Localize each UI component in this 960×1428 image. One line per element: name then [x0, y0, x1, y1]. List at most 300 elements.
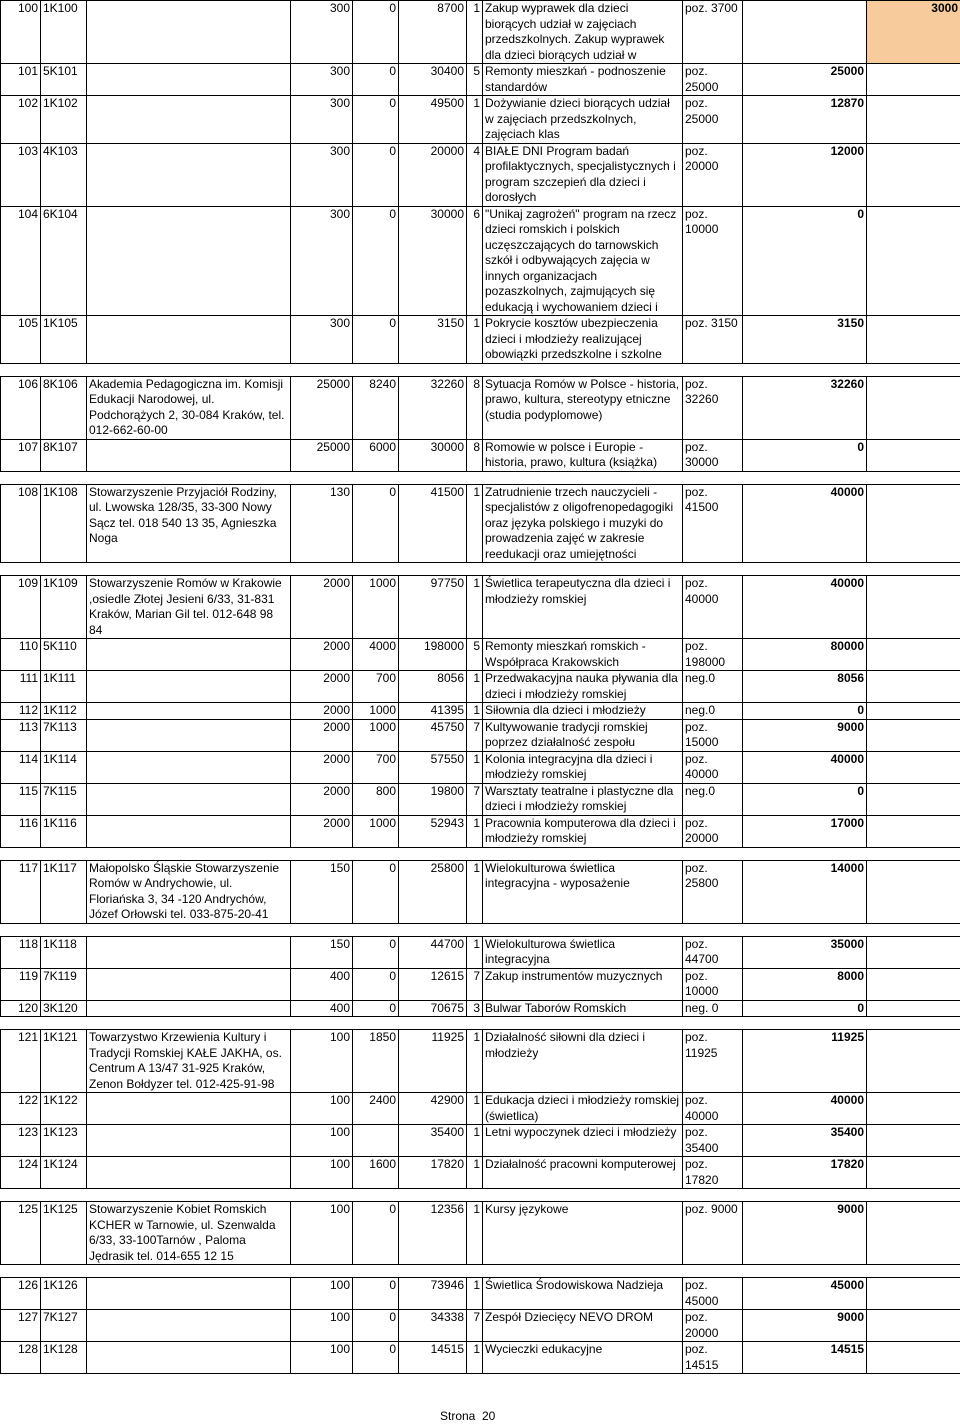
- budget-code: 1K100: [41, 1, 87, 64]
- organization: [87, 639, 291, 671]
- category: 1: [467, 484, 483, 563]
- amount-b: 0: [353, 968, 399, 1000]
- table-row: [1, 96, 960, 144]
- organization: [87, 719, 291, 751]
- section-gap: [1, 563, 960, 576]
- row-number: 120: [1, 1000, 41, 1017]
- amount-b: 1850: [353, 1030, 399, 1093]
- table-row: [1, 968, 960, 1000]
- table-row: [1, 671, 960, 703]
- organization: [87, 1342, 291, 1374]
- opinion: poz. 25000: [683, 96, 743, 144]
- opinion: neg.0: [683, 783, 743, 815]
- opinion: poz. 32260: [683, 376, 743, 439]
- amount-a: 100: [291, 1030, 353, 1093]
- task-description: "Unikaj zagrożeń" program na rzecz dzieci romskich i polskich uczęszczających do tarnowskich szkół i odbywających zajęcia w innych organizacjach pozaszkolnych, zajmujących się edukacją i wychowaniem dzieci i: [483, 206, 683, 316]
- amount-total: 57550: [399, 751, 467, 783]
- organization: [87, 143, 291, 206]
- budget-code: 4K103: [41, 143, 87, 206]
- opinion: poz. 15000: [683, 719, 743, 751]
- amount-a: 2000: [291, 751, 353, 783]
- amount-total: 49500: [399, 96, 467, 144]
- table-row: [1, 1310, 960, 1342]
- extra-cell: [867, 1342, 960, 1374]
- amount-a: 300: [291, 1, 353, 64]
- organization: [87, 1000, 291, 1017]
- amount-a: 300: [291, 143, 353, 206]
- amount-a: 100: [291, 1157, 353, 1189]
- amount-total: 19800: [399, 783, 467, 815]
- category: 7: [467, 719, 483, 751]
- granted-amount: 14000: [743, 860, 867, 923]
- amount-total: 30400: [399, 64, 467, 96]
- amount-b: 0: [353, 1, 399, 64]
- task-description: Edukacja dzieci i młodzieży romskiej (świetlica): [483, 1093, 683, 1125]
- amount-b: 1600: [353, 1157, 399, 1189]
- extra-cell: [867, 439, 960, 471]
- opinion: poz. 10000: [683, 206, 743, 316]
- extra-cell: [867, 143, 960, 206]
- extra-cell: [867, 860, 960, 923]
- row-number: 118: [1, 936, 41, 968]
- opinion: poz. 40000: [683, 751, 743, 783]
- amount-a: 300: [291, 316, 353, 364]
- granted-amount: 45000: [743, 1278, 867, 1310]
- opinion: poz. 17820: [683, 1157, 743, 1189]
- budget-code: 1K126: [41, 1278, 87, 1310]
- amount-total: 41500: [399, 484, 467, 563]
- budget-code: 1K102: [41, 96, 87, 144]
- organization: [87, 1, 291, 64]
- row-number: 104: [1, 206, 41, 316]
- organization: [87, 1093, 291, 1125]
- task-description: Zakup instrumentów muzycznych: [483, 968, 683, 1000]
- category: 1: [467, 316, 483, 364]
- table-row: [1, 1157, 960, 1189]
- row-number: 128: [1, 1342, 41, 1374]
- task-description: Remonty mieszkań romskich - Współpraca Krakowskich: [483, 639, 683, 671]
- amount-a: 130: [291, 484, 353, 563]
- category: 8: [467, 439, 483, 471]
- amount-a: 2000: [291, 783, 353, 815]
- amount-total: 70675: [399, 1000, 467, 1017]
- budget-code: 7K119: [41, 968, 87, 1000]
- organization: [87, 96, 291, 144]
- row-number: 110: [1, 639, 41, 671]
- amount-b: 0: [353, 484, 399, 563]
- row-number: 117: [1, 860, 41, 923]
- amount-b: 0: [353, 1342, 399, 1374]
- opinion: poz. 198000: [683, 639, 743, 671]
- row-number: 116: [1, 815, 41, 847]
- extra-cell: [867, 783, 960, 815]
- category: 1: [467, 1030, 483, 1093]
- opinion: poz. 20000: [683, 815, 743, 847]
- row-number: 115: [1, 783, 41, 815]
- row-number: 126: [1, 1278, 41, 1310]
- row-number: 119: [1, 968, 41, 1000]
- budget-code: 1K116: [41, 815, 87, 847]
- opinion: poz. 20000: [683, 1310, 743, 1342]
- row-number: 100: [1, 1, 41, 64]
- row-number: 105: [1, 316, 41, 364]
- category: 1: [467, 1202, 483, 1265]
- task-description: Kursy językowe: [483, 1202, 683, 1265]
- category: 8: [467, 376, 483, 439]
- task-description: Wielokulturowa świetlica integracyjna: [483, 936, 683, 968]
- amount-b: 0: [353, 936, 399, 968]
- granted-amount: 40000: [743, 576, 867, 639]
- row-number: 121: [1, 1030, 41, 1093]
- granted-amount: 25000: [743, 64, 867, 96]
- amount-b: 700: [353, 751, 399, 783]
- granted-amount: 9000: [743, 1310, 867, 1342]
- category: 1: [467, 936, 483, 968]
- task-description: BIAŁE DNI Program badań profilaktycznych, specjalistycznych i program szczepień dla dzieci i dorosłych: [483, 143, 683, 206]
- opinion: poz. 35400: [683, 1125, 743, 1157]
- table-row: [1, 936, 960, 968]
- table-row: [1, 703, 960, 720]
- budget-code: 1K125: [41, 1202, 87, 1265]
- amount-b: 0: [353, 1310, 399, 1342]
- amount-b: 0: [353, 143, 399, 206]
- granted-amount: 9000: [743, 719, 867, 751]
- task-description: Kultywowanie tradycji romskiej poprzez działalność zespołu: [483, 719, 683, 751]
- amount-total: 11925: [399, 1030, 467, 1093]
- budget-code: 1K121: [41, 1030, 87, 1093]
- organization: [87, 703, 291, 720]
- amount-b: 700: [353, 671, 399, 703]
- granted-amount: 8000: [743, 968, 867, 1000]
- table-row: [1, 1202, 960, 1265]
- granted-amount: 0: [743, 783, 867, 815]
- amount-total: 12615: [399, 968, 467, 1000]
- amount-total: 3150: [399, 316, 467, 364]
- extra-cell: [867, 1030, 960, 1093]
- organization: Stowarzyszenie Przyjaciół Rodziny, ul. Lwowska 128/35, 33-300 Nowy Sącz tel. 018 540 13 35, Agnieszka Noga: [87, 484, 291, 563]
- category: 1: [467, 1125, 483, 1157]
- category: 7: [467, 968, 483, 1000]
- page-label: Strona: [440, 1409, 476, 1423]
- amount-total: 44700: [399, 936, 467, 968]
- opinion: poz. 30000: [683, 439, 743, 471]
- organization: [87, 439, 291, 471]
- amount-total: 30000: [399, 206, 467, 316]
- category: 1: [467, 1, 483, 64]
- section-gap: [1, 363, 960, 376]
- amount-a: 400: [291, 968, 353, 1000]
- table-row: [1, 1342, 960, 1374]
- amount-a: 300: [291, 64, 353, 96]
- table-row: [1, 719, 960, 751]
- extra-cell: [867, 719, 960, 751]
- extra-cell: [867, 96, 960, 144]
- granted-amount: 40000: [743, 484, 867, 563]
- budget-code: 1K105: [41, 316, 87, 364]
- budget-code: 1K117: [41, 860, 87, 923]
- category: 5: [467, 639, 483, 671]
- row-number: 111: [1, 671, 41, 703]
- amount-b: 0: [353, 1202, 399, 1265]
- amount-a: 25000: [291, 376, 353, 439]
- granted-amount: [743, 1, 867, 64]
- section-gap: [1, 1017, 960, 1030]
- amount-a: 2000: [291, 719, 353, 751]
- organization: Stowarzyszenie Romów w Krakowie ,osiedle Złotej Jesieni 6/33, 31-831 Kraków, Marian Gil tel. 012-648 98 84: [87, 576, 291, 639]
- amount-total: 30000: [399, 439, 467, 471]
- row-number: 122: [1, 1093, 41, 1125]
- opinion: poz. 44700: [683, 936, 743, 968]
- organization: [87, 1157, 291, 1189]
- amount-a: 150: [291, 936, 353, 968]
- opinion: poz. 10000: [683, 968, 743, 1000]
- amount-a: 2000: [291, 703, 353, 720]
- amount-b: 8240: [353, 376, 399, 439]
- row-number: 127: [1, 1310, 41, 1342]
- task-description: Sytuacja Romów w Polsce - historia, prawo, kultura, stereotypy etniczne (studia podyplomowe): [483, 376, 683, 439]
- category: 1: [467, 671, 483, 703]
- opinion: poz. 40000: [683, 1093, 743, 1125]
- opinion: poz. 14515: [683, 1342, 743, 1374]
- task-description: Siłownia dla dzieci i młodzieży: [483, 703, 683, 720]
- table-row: [1, 439, 960, 471]
- amount-b: 0: [353, 64, 399, 96]
- row-number: 123: [1, 1125, 41, 1157]
- row-number: 114: [1, 751, 41, 783]
- amount-total: 52943: [399, 815, 467, 847]
- budget-code: 1K118: [41, 936, 87, 968]
- granted-amount: 12000: [743, 143, 867, 206]
- extra-cell: [867, 576, 960, 639]
- extra-cell: [867, 639, 960, 671]
- organization: [87, 783, 291, 815]
- opinion: neg. 0: [683, 1000, 743, 1017]
- category: 1: [467, 860, 483, 923]
- amount-b: 4000: [353, 639, 399, 671]
- amount-total: 14515: [399, 1342, 467, 1374]
- extra-cell: [867, 1093, 960, 1125]
- organization: [87, 815, 291, 847]
- organization: Akademia Pedagogiczna im. Komisji Edukacji Narodowej, ul. Podchorążych 2, 30-084 Kraków, tel. 012-662-60-00: [87, 376, 291, 439]
- amount-b: 0: [353, 206, 399, 316]
- granted-amount: 40000: [743, 751, 867, 783]
- task-description: Zakup wyprawek dla dzieci biorących udział w zajęciach przedszkolnych. Zakup wyprawek dla dzieci biorących udział w: [483, 1, 683, 64]
- amount-b: 1000: [353, 815, 399, 847]
- granted-amount: 0: [743, 1000, 867, 1017]
- table-row: [1, 316, 960, 364]
- organization: [87, 1278, 291, 1310]
- page-footer: [0, 1409, 960, 1427]
- category: 7: [467, 783, 483, 815]
- amount-total: 35400: [399, 1125, 467, 1157]
- task-description: Bulwar Taborów Romskich: [483, 1000, 683, 1017]
- task-description: Działalność siłowni dla dzieci i młodzieży: [483, 1030, 683, 1093]
- task-description: Letni wypoczynek dzieci i młodzieży: [483, 1125, 683, 1157]
- table-row: [1, 1093, 960, 1125]
- amount-a: 100: [291, 1202, 353, 1265]
- opinion: poz. 40000: [683, 576, 743, 639]
- organization: [87, 968, 291, 1000]
- amount-b: [353, 1125, 399, 1157]
- organization: [87, 751, 291, 783]
- amount-total: 17820: [399, 1157, 467, 1189]
- budget-code: 7K127: [41, 1310, 87, 1342]
- extra-cell: [867, 206, 960, 316]
- budget-code: 6K104: [41, 206, 87, 316]
- granted-amount: 35400: [743, 1125, 867, 1157]
- organization: [87, 1310, 291, 1342]
- budget-code: 7K115: [41, 783, 87, 815]
- amount-total: 25800: [399, 860, 467, 923]
- amount-a: 100: [291, 1093, 353, 1125]
- amount-b: 1000: [353, 703, 399, 720]
- category: 1: [467, 815, 483, 847]
- table-row: [1, 206, 960, 316]
- task-description: Przedwakacyjna nauka pływania dla dzieci i młodzieży romskiej: [483, 671, 683, 703]
- row-number: 102: [1, 96, 41, 144]
- task-description: Pracownia komputerowa dla dzieci i młodzieży romskiej: [483, 815, 683, 847]
- section-gap: [1, 471, 960, 484]
- row-number: 109: [1, 576, 41, 639]
- amount-total: 45750: [399, 719, 467, 751]
- budget-code: 1K128: [41, 1342, 87, 1374]
- table-row: [1, 484, 960, 563]
- category: 1: [467, 703, 483, 720]
- extra-cell: [867, 1157, 960, 1189]
- amount-a: 300: [291, 206, 353, 316]
- granted-amount: 40000: [743, 1093, 867, 1125]
- amount-a: 2000: [291, 671, 353, 703]
- row-number: 107: [1, 439, 41, 471]
- extra-cell: [867, 484, 960, 563]
- extra-cell: [867, 968, 960, 1000]
- table-row: [1, 1000, 960, 1017]
- amount-b: 0: [353, 860, 399, 923]
- budget-code: 1K123: [41, 1125, 87, 1157]
- category: 1: [467, 576, 483, 639]
- section-gap: [1, 1189, 960, 1202]
- category: 4: [467, 143, 483, 206]
- organization: [87, 206, 291, 316]
- budget-code: 3K120: [41, 1000, 87, 1017]
- table-row: [1, 376, 960, 439]
- budget-code: 1K109: [41, 576, 87, 639]
- organization: [87, 1125, 291, 1157]
- amount-a: 100: [291, 1342, 353, 1374]
- budget-code: 7K113: [41, 719, 87, 751]
- extra-cell: [867, 1310, 960, 1342]
- amount-b: 6000: [353, 439, 399, 471]
- page-number: 20: [482, 1409, 496, 1423]
- opinion: poz. 9000: [683, 1202, 743, 1265]
- amount-total: 41395: [399, 703, 467, 720]
- organization: [87, 671, 291, 703]
- opinion: poz. 11925: [683, 1030, 743, 1093]
- budget-code: 1K114: [41, 751, 87, 783]
- budget-code: 1K111: [41, 671, 87, 703]
- amount-a: 2000: [291, 576, 353, 639]
- table-row: [1, 1, 960, 64]
- opinion: neg.0: [683, 703, 743, 720]
- budget-code: 5K101: [41, 64, 87, 96]
- category: 1: [467, 1278, 483, 1310]
- category: 1: [467, 751, 483, 783]
- amount-a: 100: [291, 1310, 353, 1342]
- granted-amount: 0: [743, 703, 867, 720]
- amount-a: 2000: [291, 639, 353, 671]
- amount-a: 25000: [291, 439, 353, 471]
- amount-b: 0: [353, 1000, 399, 1017]
- amount-total: 73946: [399, 1278, 467, 1310]
- organization: Stowarzyszenie Kobiet Romskich KCHER w Tarnowie, ul. Szenwalda 6/33, 33-100Tarnów , Paloma Jędrasik tel. 014-655 12 15: [87, 1202, 291, 1265]
- amount-total: 42900: [399, 1093, 467, 1125]
- amount-b: 0: [353, 1278, 399, 1310]
- task-description: Działalność pracowni komputerowej: [483, 1157, 683, 1189]
- task-description: Pokrycie kosztów ubezpieczenia dzieci i młodzieży realizującej obowiązki przedszkolne i szkolne: [483, 316, 683, 364]
- amount-total: 97750: [399, 576, 467, 639]
- extra-cell: [867, 1202, 960, 1265]
- granted-amount: 0: [743, 206, 867, 316]
- table-row: [1, 64, 960, 96]
- extra-cell: [867, 1000, 960, 1017]
- amount-total: 20000: [399, 143, 467, 206]
- amount-a: 100: [291, 1125, 353, 1157]
- granted-amount: 17820: [743, 1157, 867, 1189]
- opinion: poz. 25000: [683, 64, 743, 96]
- table-row: [1, 1030, 960, 1093]
- extra-cell: [867, 376, 960, 439]
- amount-total: 8056: [399, 671, 467, 703]
- amount-a: 400: [291, 1000, 353, 1017]
- task-description: Warsztaty teatralne i plastyczne dla dzieci i młodzieży romskiej: [483, 783, 683, 815]
- extra-cell: [867, 1278, 960, 1310]
- table-row: [1, 576, 960, 639]
- amount-total: 34338: [399, 1310, 467, 1342]
- granted-amount: 9000: [743, 1202, 867, 1265]
- task-description: Wycieczki edukacyjne: [483, 1342, 683, 1374]
- row-number: 101: [1, 64, 41, 96]
- amount-total: 198000: [399, 639, 467, 671]
- category: 6: [467, 206, 483, 316]
- organization: Małopolsko Śląskie Stowarzyszenie Romów w Andrychowie, ul. Floriańska 3, 34 -120 Andrychów, Józef Orłowski tel. 033-875-20-41: [87, 860, 291, 923]
- budget-code: 1K112: [41, 703, 87, 720]
- granted-amount: 11925: [743, 1030, 867, 1093]
- organization: [87, 64, 291, 96]
- table-row: [1, 143, 960, 206]
- task-description: Dożywianie dzieci biorących udział w zajęciach przedszkolnych, zajęciach klas: [483, 96, 683, 144]
- opinion: poz. 45000: [683, 1278, 743, 1310]
- row-number: 106: [1, 376, 41, 439]
- extra-cell: [867, 64, 960, 96]
- row-number: 113: [1, 719, 41, 751]
- organization: [87, 316, 291, 364]
- granted-amount: 14515: [743, 1342, 867, 1374]
- extra-cell: [867, 936, 960, 968]
- category: 1: [467, 1157, 483, 1189]
- granted-amount: 12870: [743, 96, 867, 144]
- section-gap: [1, 1265, 960, 1278]
- opinion: poz. 3700: [683, 1, 743, 64]
- extra-cell: [867, 1125, 960, 1157]
- amount-a: 150: [291, 860, 353, 923]
- budget-code: 8K106: [41, 376, 87, 439]
- row-number: 125: [1, 1202, 41, 1265]
- task-description: Świetlica Środowiskowa Nadzieja: [483, 1278, 683, 1310]
- table-row: [1, 815, 960, 847]
- section-gap: [1, 923, 960, 936]
- row-number: 124: [1, 1157, 41, 1189]
- extra-cell: [867, 751, 960, 783]
